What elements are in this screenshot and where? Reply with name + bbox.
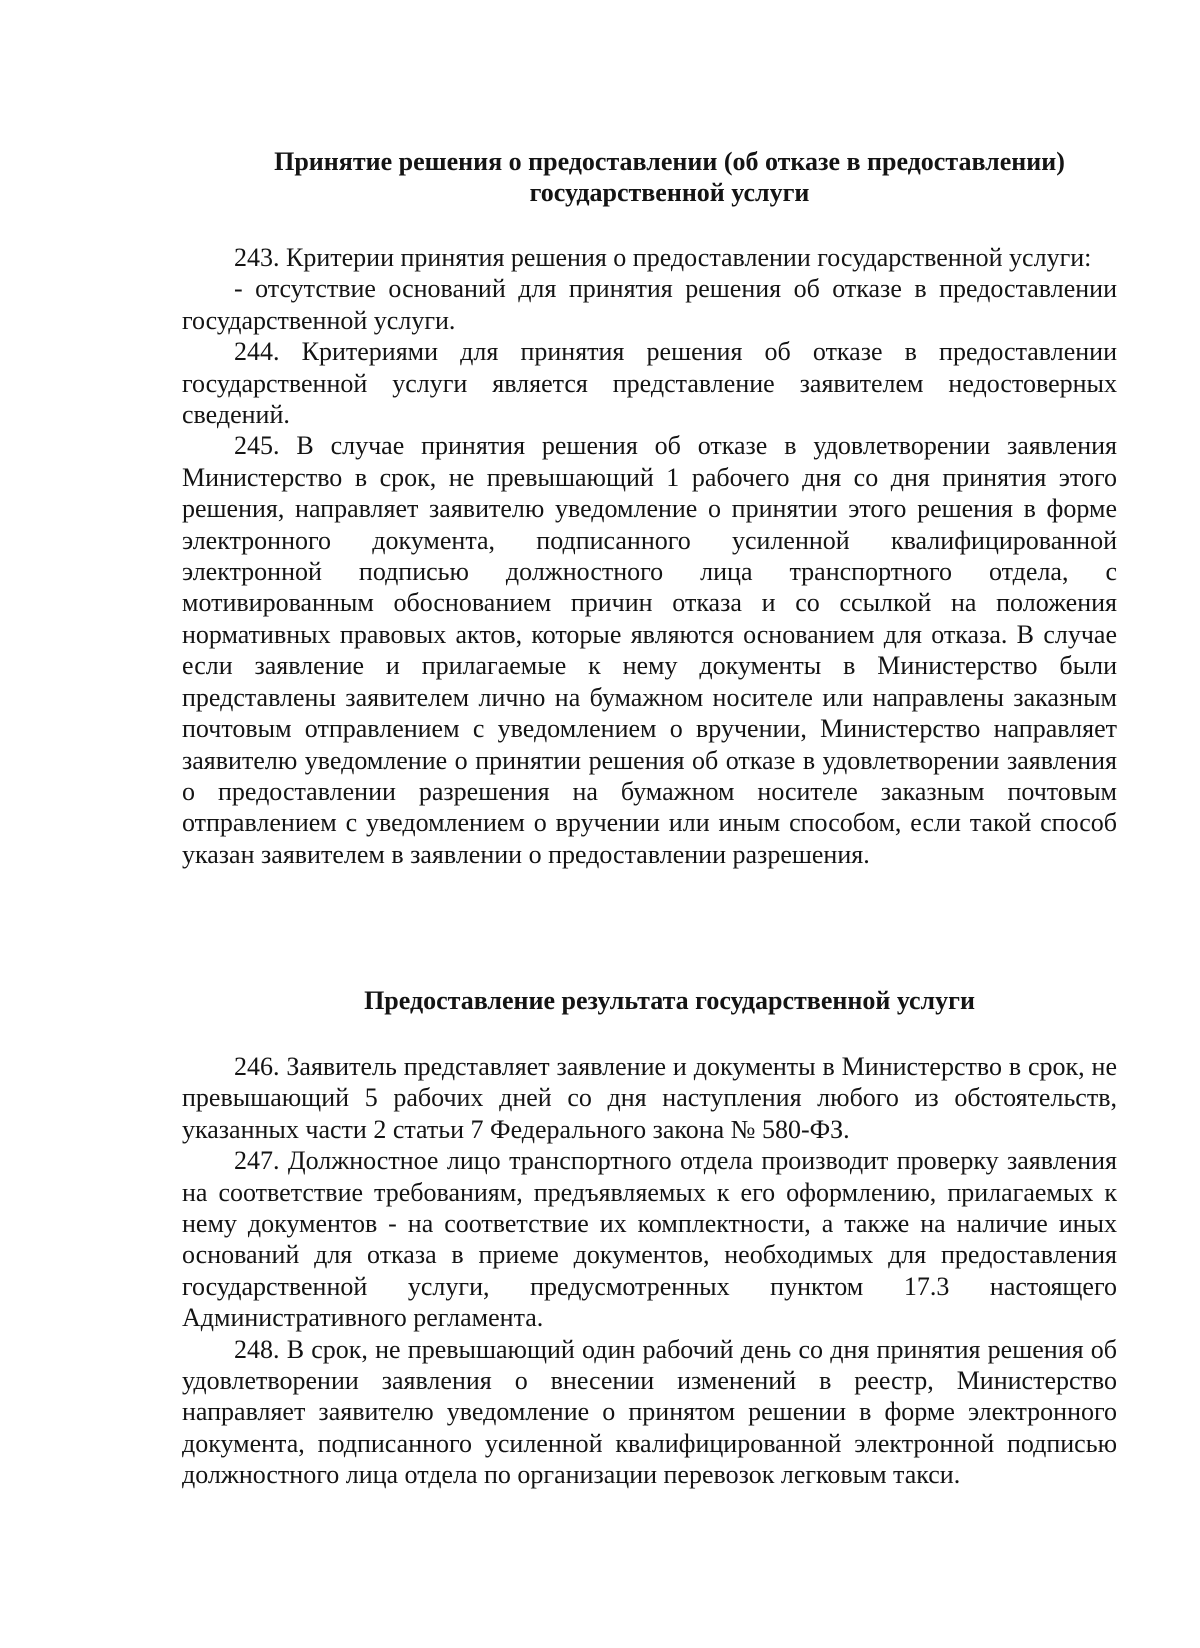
paragraph-243-item: - отсутствие оснований для принятия решения об отказе в предоставлении государственной услуги. [182,274,1117,335]
section-heading-result: Предоставление результата государственной услуги [364,986,975,1015]
paragraph-248: 248. В срок, не превышающий один рабочий день со дня принятия решения об удовлетворении заявления о внесении изменений в реестр, Министерство направляет заявителю уведомление о принятом решении в форме электронного документа, подписанного усиленной квалифицированной электронной подписью должностного лица отдела по организации перевозок легковым такси. [182,1334,1117,1490]
paragraph-243: 243. Критерии принятия решения о предоставлении государственной услуги: [234,243,1092,272]
paragraph-245: 245. В случае принятия решения об отказе в удовлетворении заявления Министерство в срок, не превышающий 1 рабочего дня со дня принятия этого решения, направляет заявителю уведомление о принятии этого решения в форме электронного документа, подписанного усиленной квалифицированной электронной подписью должностного лица транспортного отдела, с мотивированным обоснованием причин отказа и со ссылкой на положения нормативных правовых актов, которые являются основанием для отказа. В случае если заявление и прилагаемые к нему документы в Министерство были представлены заявителем лично на бумажном носителе или направлены заказным почтовым отправлением с уведомлением о вручении, Министерство направляет заявителю уведомление о принятии решения об отказе в удовлетворении заявления о предоставлении разрешения на бумажном носителе заказным почтовым отправлением с уведомлением о вручении или иным способом, если такой способ указан заявителем в заявлении о предоставлении разрешения. [182,431,1117,869]
section-body-decision [182,242,1117,870]
paragraph-246: 246. Заявитель представляет заявление и документы в Министерство в срок, не превышающий 5 рабочих дней со дня наступления любого из обстоятельств, указанных части 2 статьи 7 Федерального закона № 580-ФЗ. [182,1052,1117,1144]
paragraph-244: 244. Критериями для принятия решения об отказе в предоставлении государственной услуги является представление заявителем недостоверных сведений. [182,337,1117,430]
section-heading-decision: Принятие решения о предоставлении (об отказе в предоставлении) государственной услуги [274,147,1065,207]
section-body-result [182,1051,1117,1491]
paragraph-247: 247. Должностное лицо транспортного отдела производит проверку заявления на соответствие требованиям, предъявляемых к его оформлению, прилагаемых к нему документов - на соответствие их комплектности, а также на наличие иных оснований для отказа в приеме документов, необходимых для предоставления государственной услуги, предусмотренных пунктом 17.3 настоящего Административного регламента. [182,1146,1117,1333]
